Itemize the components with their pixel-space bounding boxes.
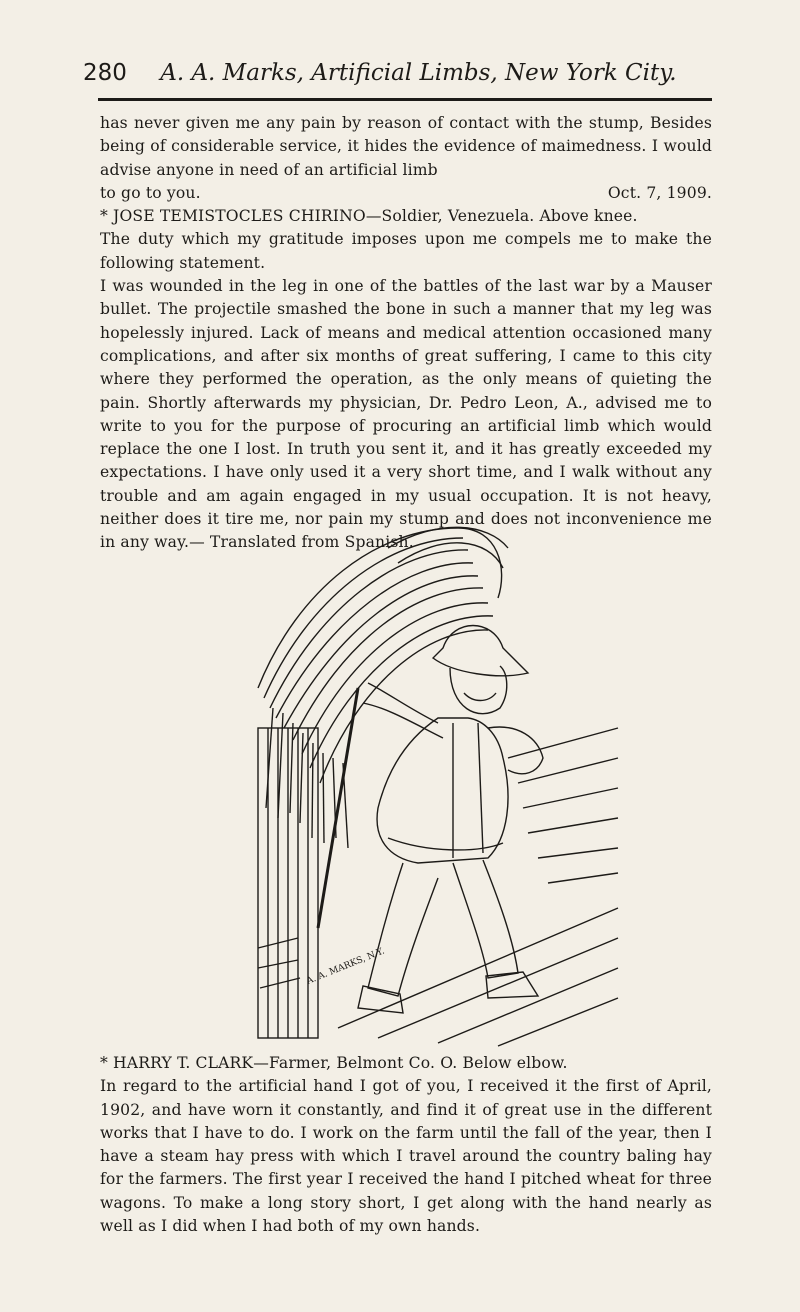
header-rule bbox=[98, 98, 712, 101]
testimonial-chirino-para-1: The duty which my gratitude imposes upon me compels me to make the following statement. bbox=[100, 230, 712, 272]
illustration-maker-mark: A. A. MARKS, N.Y. bbox=[305, 946, 387, 987]
text-block-upper bbox=[100, 112, 712, 555]
page-header bbox=[83, 58, 713, 88]
testimonial-heading-chirino: * JOSE TEMISTOCLES CHIRINO—Soldier, Venezuela. Above knee. bbox=[100, 207, 638, 226]
testimonial-signoff bbox=[100, 182, 712, 205]
text-block-lower bbox=[100, 1052, 712, 1238]
signoff-text: to go to you. bbox=[100, 183, 201, 202]
testimonial-continued: has never given me any pain by reason of contact with the stump, Besides being of considerable service, it hides the evidence of maimedness. I would advise anyone in need of an artificial limb bbox=[100, 114, 712, 179]
page-number: 280 bbox=[83, 60, 127, 86]
testimonial-clark-para-1: In regard to the artificial hand I got of you, I received it the first of April, 1902, and have worn it constantly, and find it of great use in the different works that I have to do. I work on the farm until the fall of the year, then I have a steam hay press with which I travel around the country baling hay for the farmers. The first year I received the hand I pitched wheat for three wagons. To make a long story short, I get along with the hand nearly as well as I did when I had both of my own hands. bbox=[100, 1077, 712, 1236]
testimonial-chirino-para-2: I was wounded in the leg in one of the battles of the last war by a Mauser bullet. The projectile smashed the bone in such a manner that my leg was hopelessly injured. Lack of means and medical attention occasioned many complications, and after six months of great suffering, I came to this city where they performed the operation, as the only means of quieting the pain. Shortly afterwards my physician, Dr. Pedro Leon, A., advised me to write to you for the purpose of procuring an artificial limb which would replace the one I lost. In truth you sent it, and it has greatly exceeded my expectations. I have only used it a very short time, and I walk without any trouble and am again engaged in my usual occupation. It is not heavy, neither does it tire me, nor pain my stump and does not inconvenience me in any way.— Translated from Spanish. bbox=[100, 277, 712, 552]
farmer-pitching-hay-illustration bbox=[238, 508, 628, 1048]
testimonial-heading-clark: * HARRY T. CLARK—Farmer, Belmont Co. O. Below elbow. bbox=[100, 1054, 568, 1072]
signoff-date: Oct. 7, 1909. bbox=[607, 183, 712, 202]
running-title: A. A. Marks, Artificial Limbs, New York City. bbox=[160, 60, 677, 86]
